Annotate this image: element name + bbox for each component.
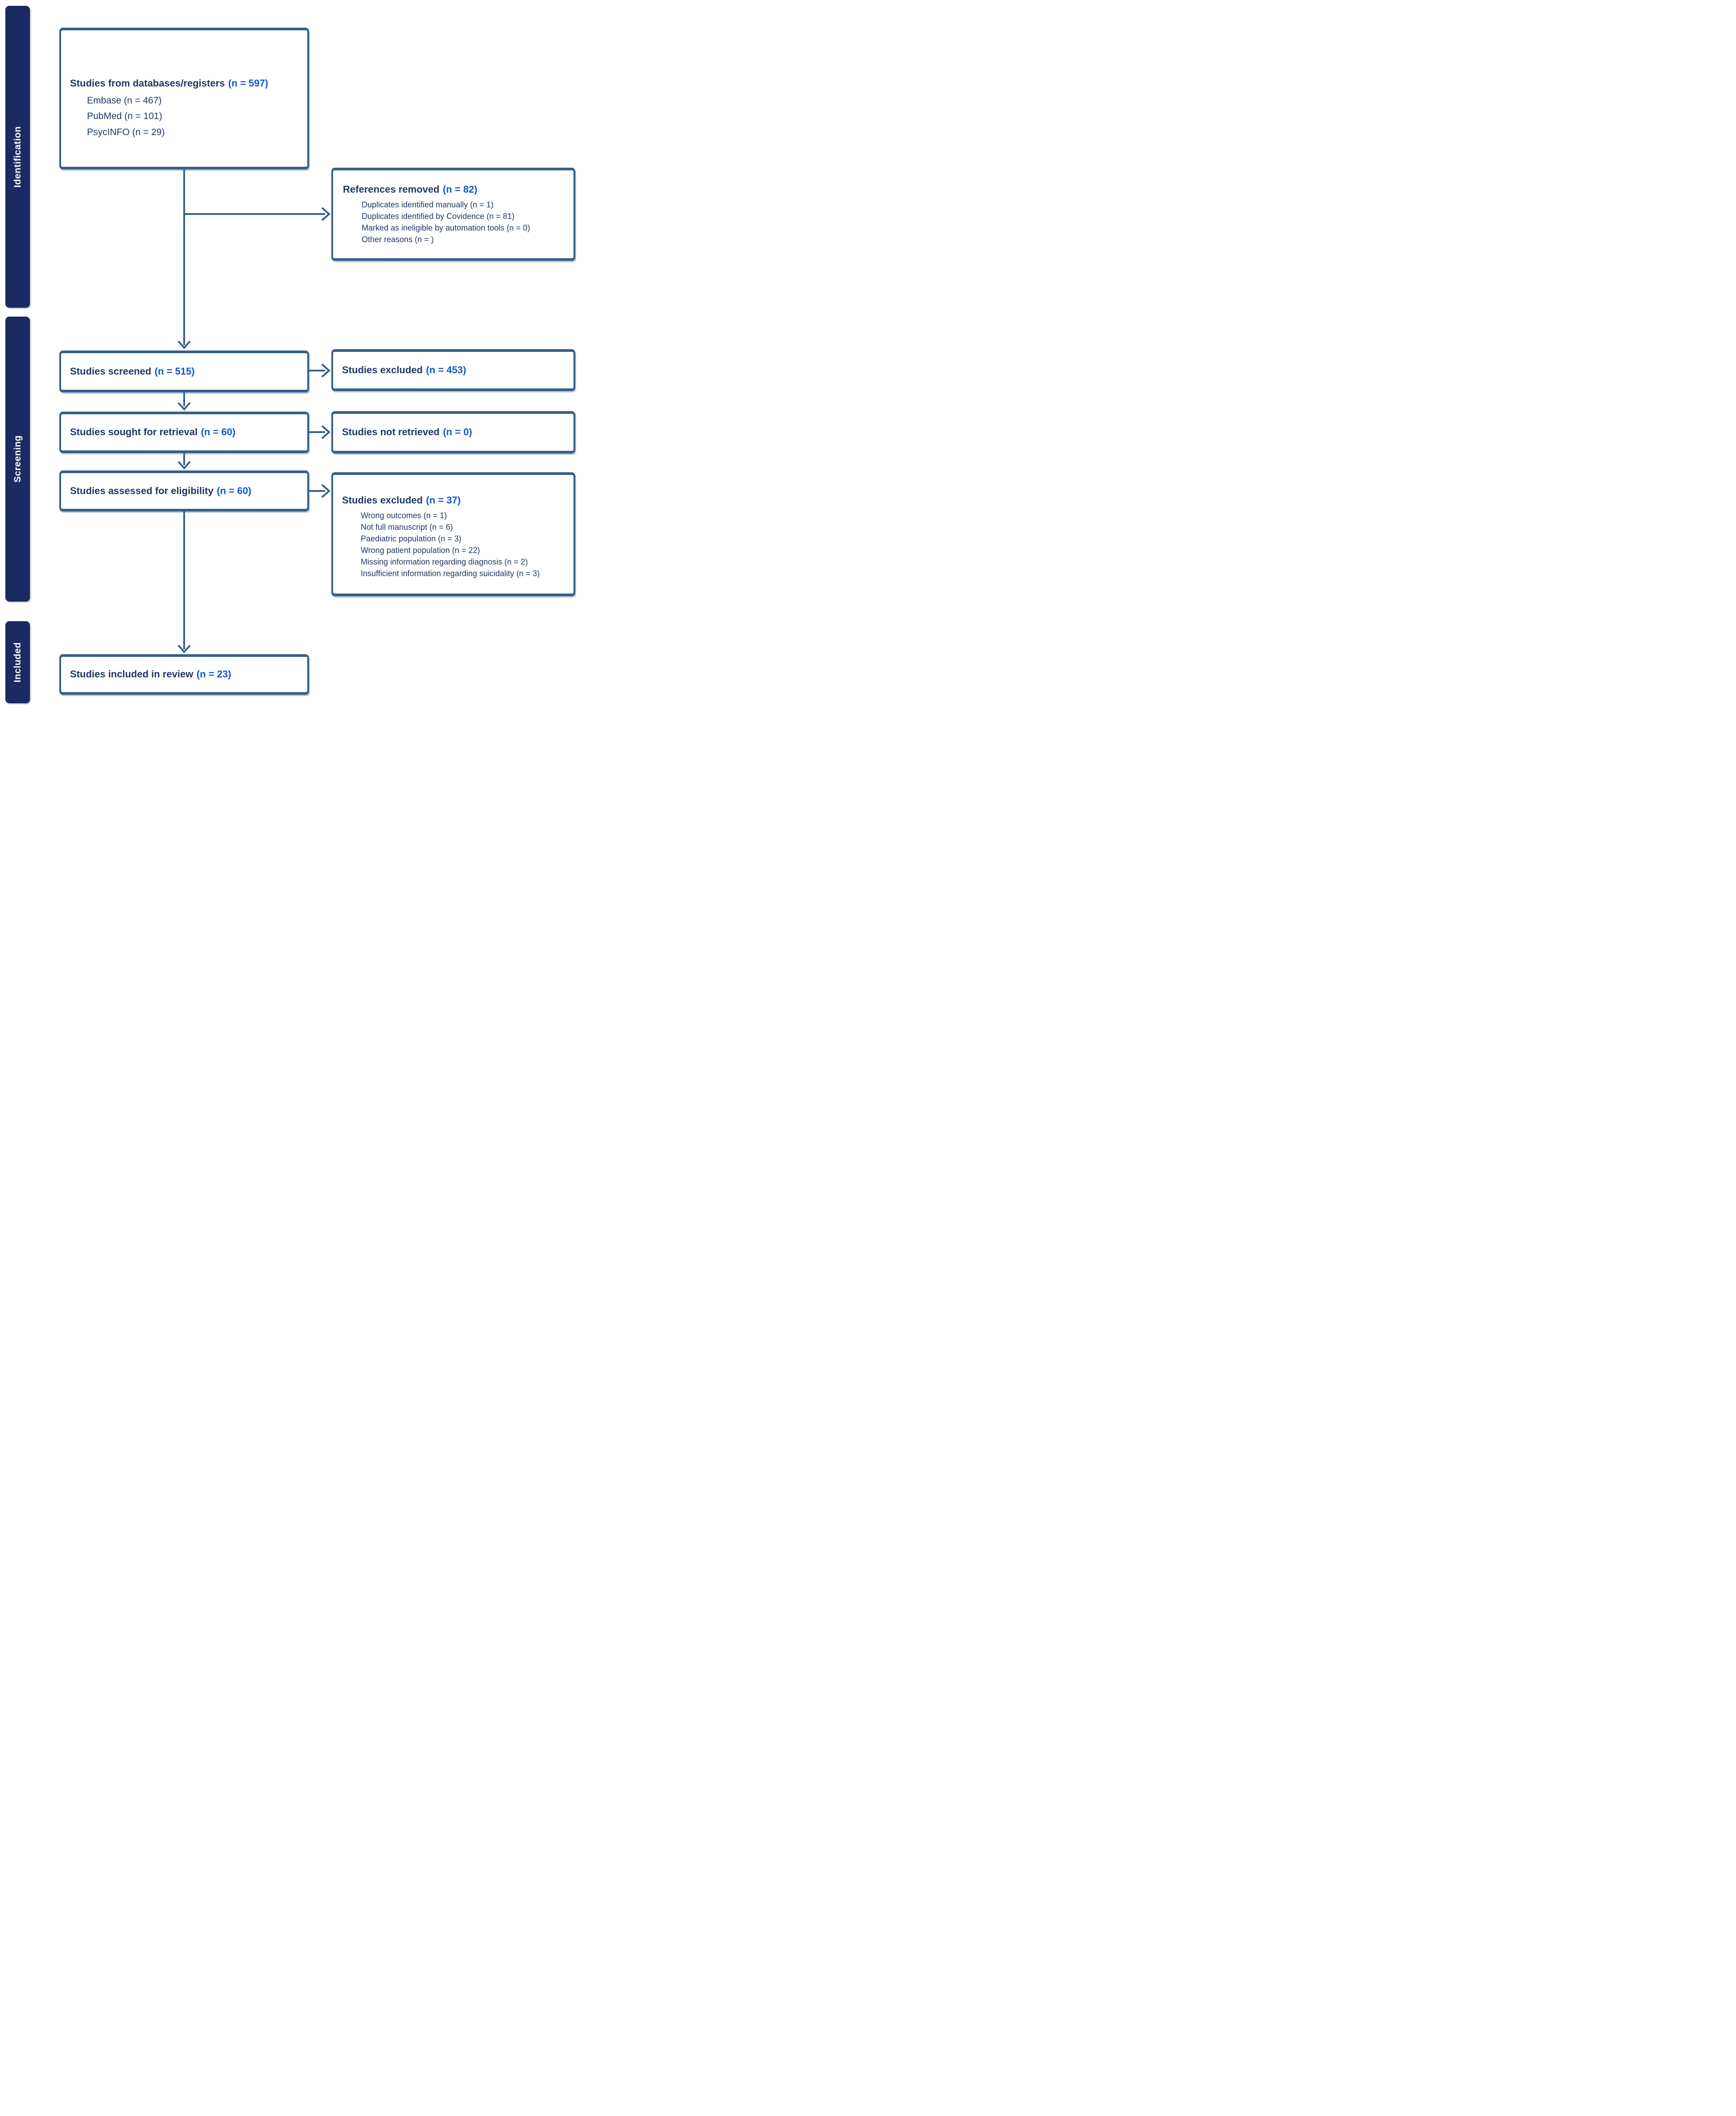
arrow-sought-to-assessed-head <box>178 462 190 468</box>
stage-label-included: Included <box>12 642 23 683</box>
box-studies-screened <box>59 351 309 392</box>
list-item: Missing information regarding diagnosis (n = 2) <box>361 557 528 567</box>
list-item: PubMed (n = 101) <box>87 111 162 122</box>
stage-label-screening: Screening <box>12 435 23 483</box>
list-item: Wrong patient population (n = 22) <box>361 546 480 555</box>
box-item-list <box>61 93 307 140</box>
box-title: Studies not retrieved <box>342 426 440 438</box>
box-studies-excluded-eligibility <box>331 472 575 596</box>
arrow-assessed-to-excluded-head <box>322 485 329 497</box>
box-heading <box>61 365 307 378</box>
box-title: Studies excluded <box>342 364 423 375</box>
box-title: Studies sought for retrieval <box>70 426 198 438</box>
box-heading <box>61 426 307 439</box>
stage-bar-screening <box>5 317 30 602</box>
box-count: (n = 82) <box>442 184 478 195</box>
list-item: Insufficient information regarding suicidality (n = 3) <box>361 569 540 578</box>
box-studies-not-retrieved <box>331 411 575 454</box>
box-count: (n = 23) <box>196 668 231 680</box>
box-heading <box>333 364 573 377</box>
box-count: (n = 60) <box>217 485 252 496</box>
list-item: Embase (n = 467) <box>87 95 162 106</box>
stage-bar-included <box>5 621 30 703</box>
list-item: Marked as ineligible by automation tools (n = 0) <box>362 223 530 232</box>
box-heading <box>61 485 307 498</box>
arrow-screened-to-excluded-head <box>322 364 329 377</box>
list-item: Duplicates identified by Covidence (n = 81) <box>362 211 515 221</box>
box-count: (n = 515) <box>154 365 195 377</box>
list-item: PsycINFO (n = 29) <box>87 127 165 138</box>
stage-bar-identification <box>5 6 30 308</box>
box-count: (n = 597) <box>228 78 268 89</box>
arrow-source-to-screened-head <box>178 341 190 348</box>
box-heading <box>61 668 307 681</box>
list-item: Wrong outcomes (n = 1) <box>361 511 447 520</box>
arrow-sought-to-not-retrieved-head <box>322 426 329 438</box>
box-heading <box>333 494 573 507</box>
box-references-removed <box>331 168 575 261</box>
box-studies-sought-for-retrieval <box>59 412 309 453</box>
box-heading <box>333 183 573 196</box>
box-heading <box>333 426 573 439</box>
stage-label-identification: Identification <box>12 126 23 188</box>
box-studies-included-in-review <box>59 654 309 695</box>
prisma-flow-diagram <box>0 0 579 705</box>
box-title: Studies from databases/registers <box>70 78 225 89</box>
list-item: Duplicates identified manually (n = 1) <box>362 200 494 209</box>
box-heading <box>61 77 307 90</box>
box-studies-excluded-screening <box>331 349 575 391</box>
arrow-assessed-to-included-head <box>178 645 190 652</box>
box-studies-from-databases <box>59 28 309 169</box>
list-item: Other reasons (n = ) <box>362 235 434 244</box>
box-studies-assessed-for-eligibility <box>59 470 309 511</box>
box-title: References removed <box>343 184 440 195</box>
list-item: Paediatric population (n = 3) <box>361 534 462 544</box>
box-item-list <box>333 199 573 245</box>
box-title: Studies screened <box>70 365 152 377</box>
box-count: (n = 60) <box>201 426 236 438</box>
arrow-branch-to-references-removed-head <box>322 208 329 220</box>
box-count: (n = 0) <box>443 426 472 438</box>
box-count: (n = 453) <box>426 364 466 375</box>
box-title: Studies included in review <box>70 668 194 680</box>
box-title: Studies excluded <box>342 495 423 506</box>
list-item: Not full manuscript (n = 6) <box>361 523 453 532</box>
box-item-list <box>333 510 573 580</box>
box-title: Studies assessed for eligibility <box>70 485 214 496</box>
arrow-screened-to-sought-head <box>178 403 190 409</box>
box-count: (n = 37) <box>426 495 461 506</box>
